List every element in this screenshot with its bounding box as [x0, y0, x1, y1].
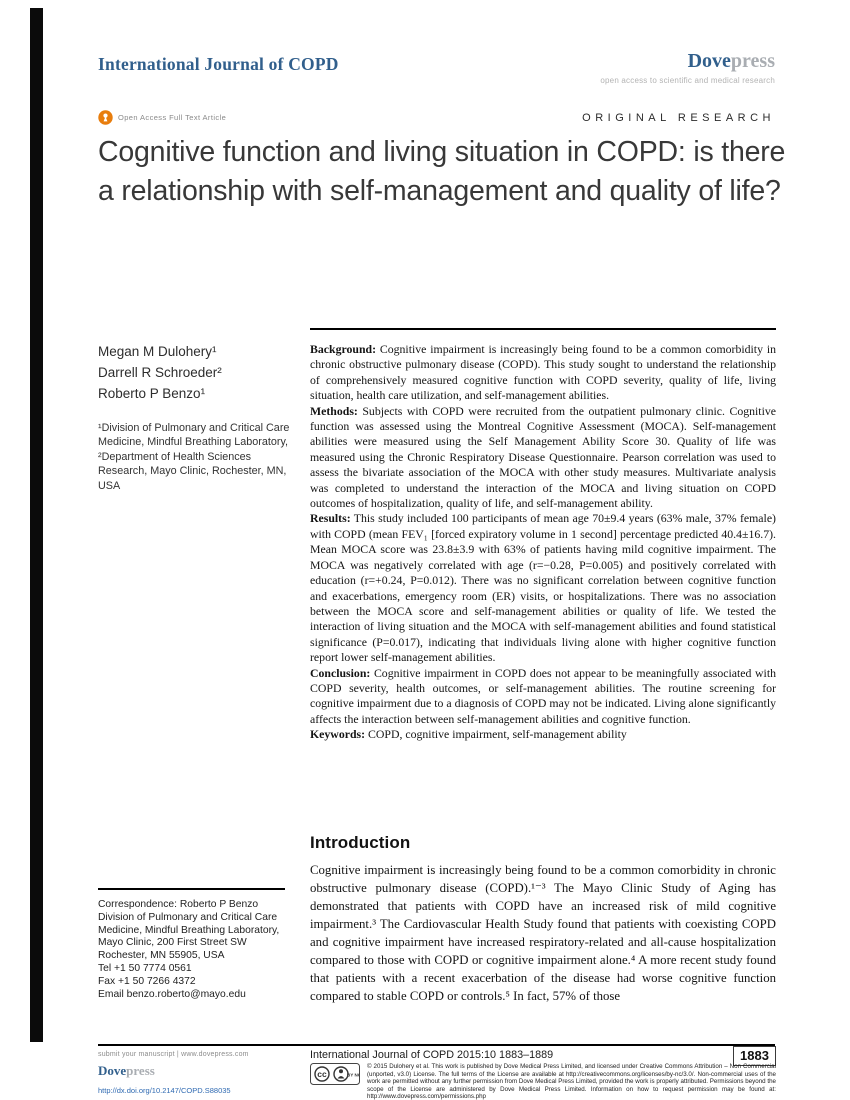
submit-manuscript-line	[98, 1051, 303, 1058]
correspondence-phone: Tel +1 50 7774 0561	[98, 962, 192, 974]
abstract-label: Background:	[310, 342, 376, 356]
journal-citation: International Journal of COPD 2015:10 1883–1889	[310, 1049, 554, 1061]
introduction-section	[310, 833, 776, 1005]
abstract-label: Results:	[310, 511, 351, 526]
abstract-text: This study included 100 participants of mean age 70±9.4 years (63% male, 37% female) with COPD (mean FEV₁ [forced expiratory volume in 1 second] percentage predicted 40.4±16.7). Mean MOCA score was 23.8±3.9 with 63% of patients having mild cognitive impairment. The MOCA was negatively correlated with age (r=−0.28, P=0.005) and positively correlated with education (r=+0.24, P=0.012). There was no significant correlation between cognitive function and exacerbations, emergency room (ER) visits, or hospitalizations. There was no association between the MOCA score and self-management abilities or quality of life. We tested the interaction of living situation and the MOCA with self-management abilities and found statistical significance (P=0.017), indicating that individuals living alone with higher cognitive function report lower self-management abilities.	[310, 511, 776, 665]
correspondence-fax: Fax +1 50 7266 4372	[98, 975, 196, 987]
journal-title: International Journal of COPD	[98, 54, 339, 74]
abstract-conclusion	[310, 666, 776, 728]
abstract-section	[310, 328, 776, 833]
introduction-heading: Introduction	[310, 833, 411, 852]
abstract-keywords	[310, 727, 776, 742]
correspondence-top-rule	[98, 888, 285, 890]
author-name: Darrell R Schroeder²	[98, 365, 222, 380]
author-list	[98, 341, 290, 404]
abstract-text: Cognitive impairment in COPD does not appear to be meaningfully associated with COPD severity, health outcomes, or self-management abilities. The routine screening for cognitive impairment due to a diagnosis of COPD may not be indicated. Living alone significantly affects the interaction between self-management abilities and cognitive function.	[310, 665, 776, 726]
open-access-row	[98, 110, 775, 125]
correspondence-line: Division of Pulmonary and Critical Care	[98, 911, 278, 923]
submit-manuscript-label: submit your manuscript	[98, 1051, 175, 1058]
article-type-label: ORIGINAL RESEARCH	[582, 111, 775, 124]
copyright-license-text: © 2015 Dulohery et al. This work is published by Dove Medical Press Limited, and licensed under Creative Commons Attribution – Non Commercial (unported, v3.0) License. The full terms of the License are available at http://creativecommons.org/licenses/by-nc/3.0/. Non-commercial uses of the work are permitted without any further permission from Dove Medical Press Limited, provided the work is properly attributed. Permissions beyond the scope of the License are administered by Dove Medical Press Limited. Information on how to request permission may be found at: http://www.dovepress.com/permissions.php	[367, 1063, 776, 1100]
abstract-background	[310, 342, 776, 404]
author-column	[98, 341, 290, 493]
abstract-text: COPD, cognitive impairment, self-management ability	[368, 727, 627, 742]
page-number-badge: 1883	[733, 1046, 776, 1066]
correspondence-email[interactable]: Email benzo.roberto@mayo.edu	[98, 988, 246, 1000]
abstract-text: Subjects with COPD were recruited from the outpatient pulmonary clinic. Cognitive function was assessed using the Montreal Cognitive Assessment (MOCA). Self-management abilities were measured using the Self Management Ability Score 30. Quality of life was measured using the Chronic Respiratory Disease Questionnaire. Pearson correlation was used to assess the bivariate association of the MOCA with other study measures. Multivariate analysis was completed to understand the interaction of the MOCA and living situation on COPD outcomes of hospitalization, quality of life, and self-management ability.	[310, 403, 776, 511]
abstract-text: Cognitive impairment is increasingly being found to be a common comorbidity in chronic obstructive pulmonary disease (COPD). This study sought to understand the relationship of comprehensively measured cognitive function with COPD severity, quality of life, living situation, health care utilization, and self-management abilities.	[310, 342, 776, 403]
open-access-label[interactable]: Open Access Full Text Article	[118, 113, 227, 122]
cc-letters: cc	[317, 1069, 327, 1080]
abstract-methods	[310, 404, 776, 512]
correspondence-line: Correspondence: Roberto P Benzo	[98, 899, 259, 910]
abstract-label: Keywords:	[310, 727, 366, 742]
footer-dovepress-logo[interactable]: Dovepress	[98, 1063, 155, 1078]
author-affiliations: ¹Division of Pulmonary and Critical Care Medicine, Mindful Breathing Laboratory, ²Department of Health Sciences Research, Mayo Clinic, Rochester, MN, USA	[98, 422, 290, 492]
dovepress-wordmark: Dovepress	[687, 50, 775, 72]
dovepress-url-link[interactable]: www.dovepress.com	[181, 1051, 249, 1058]
open-access-icon	[98, 110, 113, 125]
footer-left-block	[98, 1051, 303, 1095]
submit-divider: |	[176, 1051, 179, 1058]
article-title: Cognitive function and living situation in COPD: is there a relationship with self-management and quality of life?	[98, 136, 786, 207]
author-name: Roberto P Benzo¹	[98, 386, 206, 401]
introduction-paragraph: Cognitive impairment is increasingly being found to be a common comorbidity in chronic obstructive pulmonary disease (COPD).¹⁻³ The Mayo Clinic Study of Aging has demonstrated that patients with COPD have an increased risk of mild cognitive impairment.³ The Cardiovascular Health Study found that patients with coexisting COPD and cognitive impairment have increased respiratory-related and all-cause hospitalization compared to those with COPD or cognitive impairment alone.⁴ A more recent study found that patients with a recent exacerbation of the disease had worse cognitive function compared to stable COPD or controls.⁵ In fact, 57% of those	[310, 863, 776, 1003]
correspondence-line: Medicine, Mindful Breathing Laboratory,	[98, 924, 280, 936]
footer-rule	[98, 1044, 775, 1046]
abstract-top-rule	[310, 328, 776, 330]
dovepress-logo[interactable]	[600, 50, 775, 85]
correspondence-block	[98, 888, 285, 1001]
correspondence-line: Rochester, MN 55905, USA	[98, 950, 225, 962]
abstract-label: Conclusion:	[310, 665, 371, 680]
license-block	[310, 1063, 776, 1100]
page-header	[98, 50, 775, 85]
correspondence-line: Mayo Clinic, 200 First Street SW	[98, 937, 247, 949]
publisher-tagline: open access to scientific and medical research	[600, 76, 775, 85]
cc-by-nc-icon	[310, 1063, 360, 1090]
doi-link[interactable]: http://dx.doi.org/10.2147/COPD.S88035	[98, 1086, 231, 1095]
cc-terms-label: BY NC	[346, 1072, 360, 1078]
left-edge-bar	[30, 8, 43, 1042]
abstract-results	[310, 511, 776, 665]
abstract-label: Methods:	[310, 403, 358, 418]
author-name: Megan M Dulohery¹	[98, 344, 217, 359]
